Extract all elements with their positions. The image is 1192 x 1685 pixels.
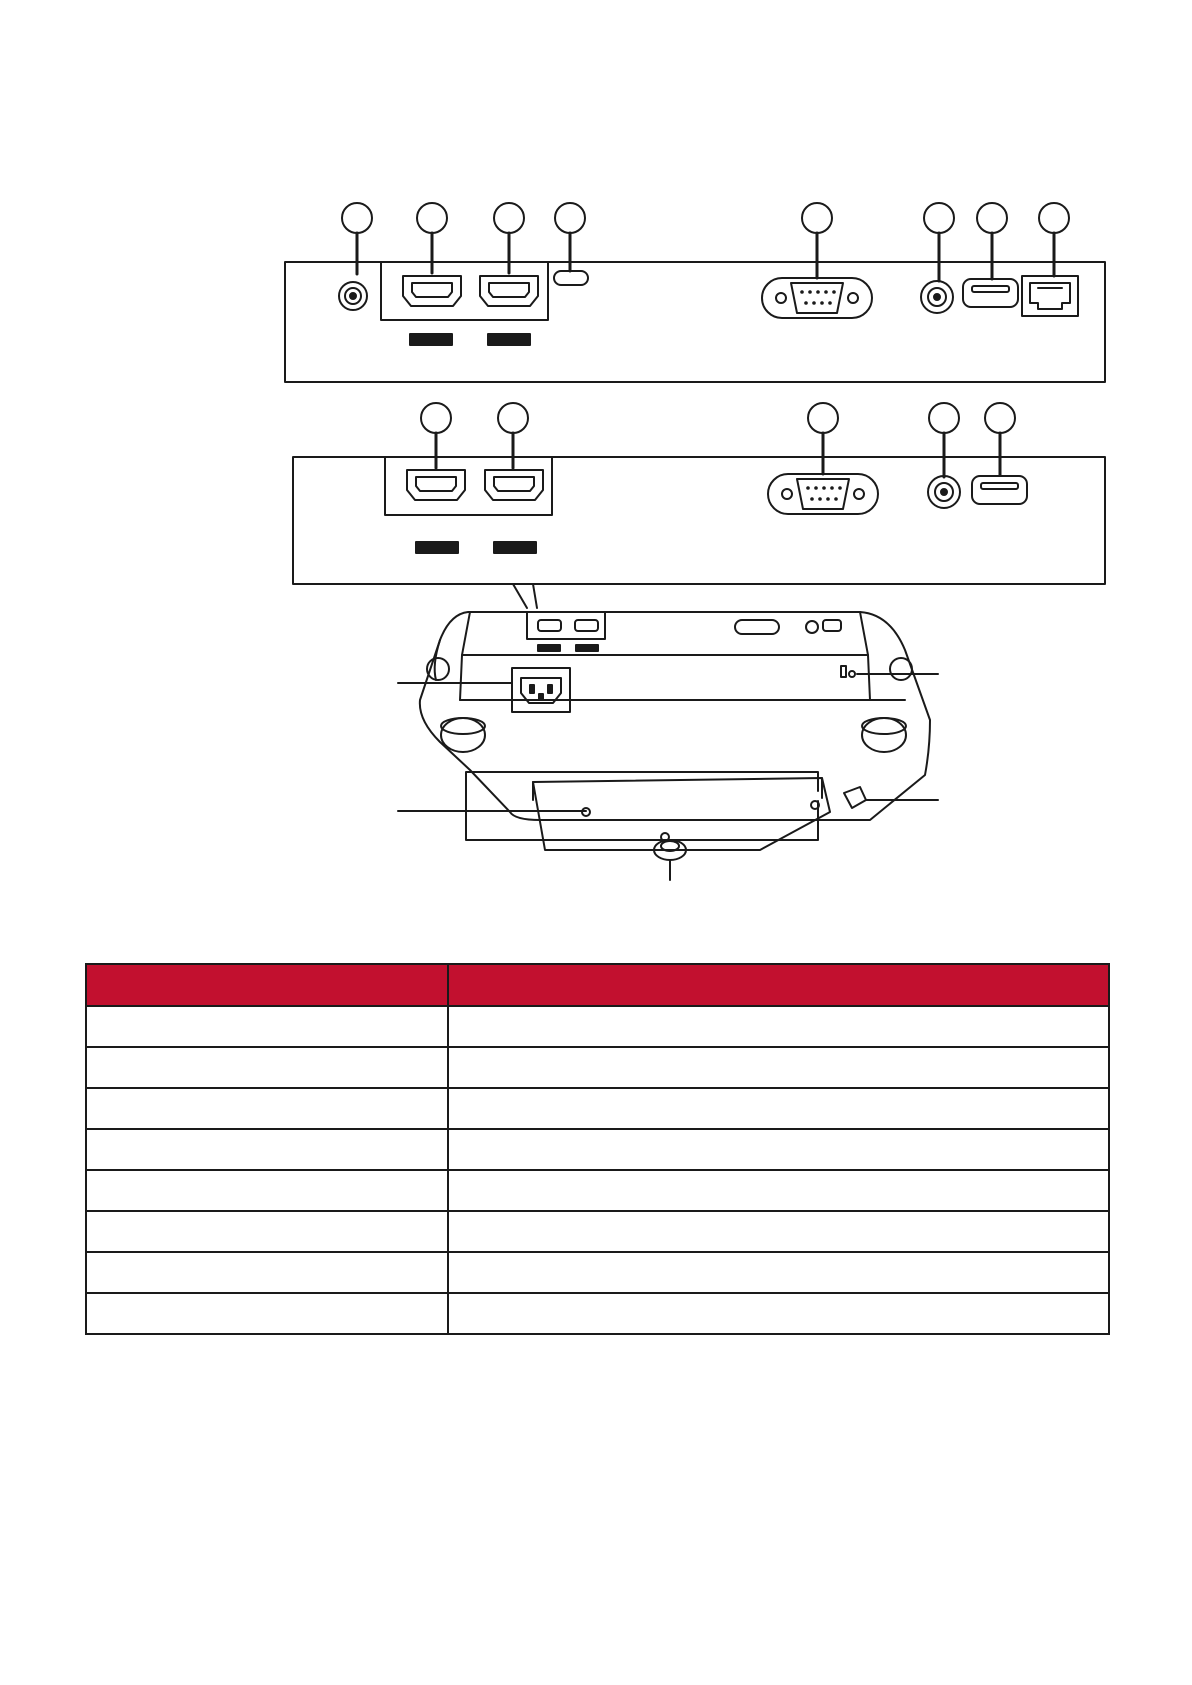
table-header-row [86,964,1109,1006]
hdmi-label-block [410,334,452,345]
table-cell [86,1211,448,1252]
table-cell [448,1006,1109,1047]
ceiling-mount-hole-icon [466,772,818,840]
audio-jack-icon [339,282,367,310]
hdmi-port-icon [407,470,465,500]
callout-group-b [421,403,1015,477]
hdmi-port-icon [480,276,538,306]
kensington-lock-icon [841,666,855,677]
table-header-cell [86,964,448,1006]
hdmi-label-block [416,542,458,553]
vga-port-icon [768,474,878,514]
rj45-port-icon [1022,276,1078,316]
table-cell [448,1252,1109,1293]
table-row [86,1252,1109,1293]
hdmi-group-bracket [381,262,548,320]
vga-port-icon [762,278,872,318]
port-description-table [85,963,1110,1335]
hdmi-label-block [494,542,536,553]
table-row [86,1211,1109,1252]
audio-jack-icon [928,476,960,508]
table-cell [448,1088,1109,1129]
table-cell [86,1006,448,1047]
ac-power-socket-icon [512,668,570,712]
table-row [86,1047,1109,1088]
callout-group-a [342,203,1069,281]
hdmi-group-bracket [385,457,552,515]
table-cell [86,1293,448,1334]
usb-c-port-icon [554,271,588,285]
table-row [86,1088,1109,1129]
table-row [86,1293,1109,1334]
zoom-pointer [513,584,537,608]
projector-underside-icon [420,612,930,850]
table-row [86,1006,1109,1047]
security-bar-icon [844,787,866,808]
table-cell [86,1047,448,1088]
table-cell [448,1047,1109,1088]
hdmi-port-icon [485,470,543,500]
table-row [86,1170,1109,1211]
table-cell [448,1170,1109,1211]
usb-a-port-icon [963,279,1018,307]
table-row [86,1129,1109,1170]
hdmi-label-block [488,334,530,345]
table-cell [86,1088,448,1129]
hdmi-port-icon [403,276,461,306]
table-cell [86,1252,448,1293]
table-cell [448,1293,1109,1334]
table-cell [448,1129,1109,1170]
usb-a-port-icon [972,476,1027,504]
audio-jack-icon [921,281,953,313]
table-cell [448,1211,1109,1252]
table-header-cell [448,964,1109,1006]
table-cell [86,1170,448,1211]
table-cell [86,1129,448,1170]
